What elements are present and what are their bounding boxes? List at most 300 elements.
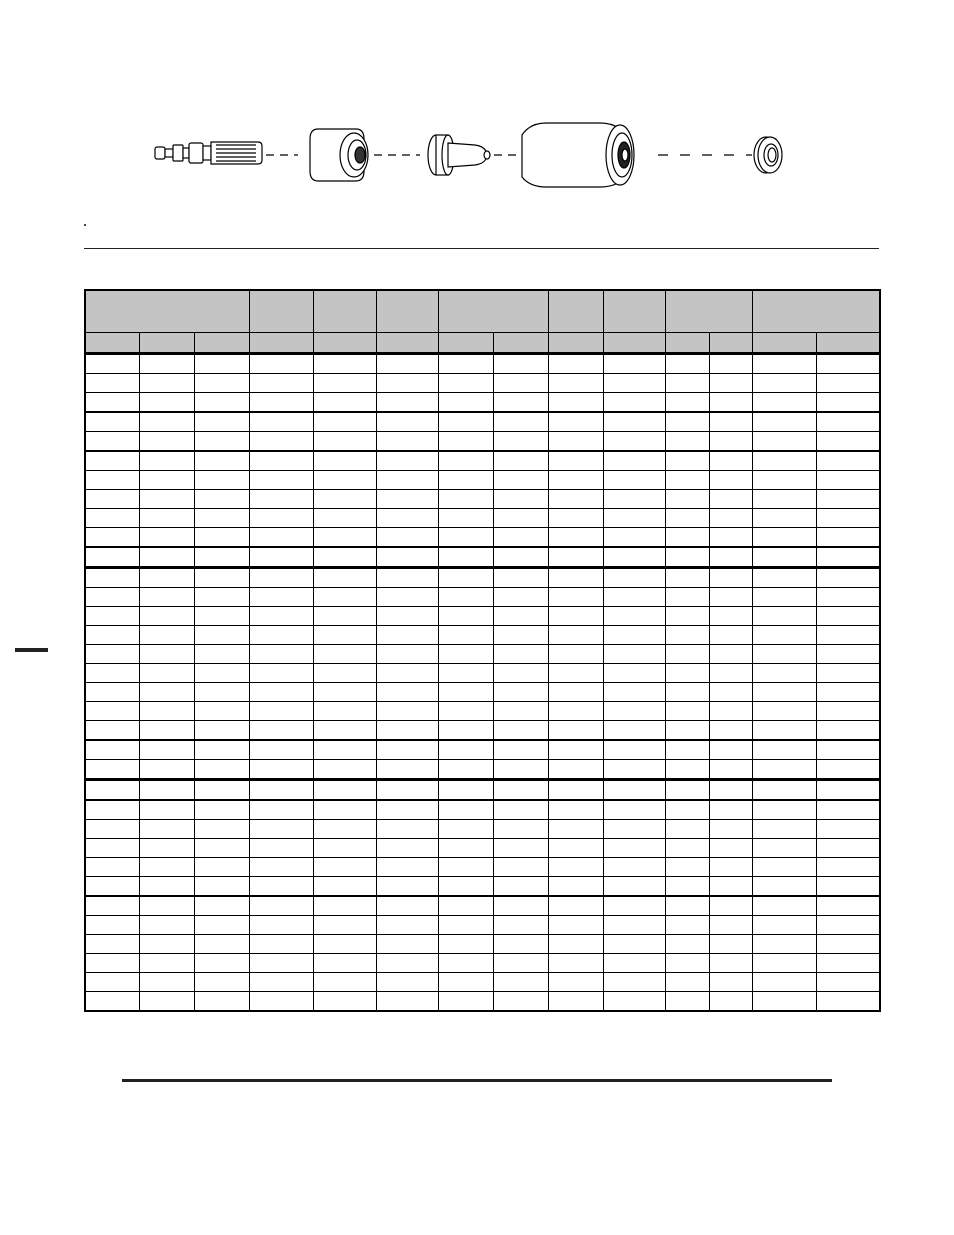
table-cell xyxy=(816,568,880,588)
table-cell xyxy=(376,916,438,935)
table-cell xyxy=(709,935,752,954)
table-cell xyxy=(85,412,139,432)
table-cell xyxy=(493,916,548,935)
sub-header xyxy=(816,333,880,354)
table-cell xyxy=(313,451,376,471)
table-cell xyxy=(548,568,603,588)
table-cell xyxy=(665,664,709,683)
table-cell xyxy=(194,471,249,490)
table-cell xyxy=(249,935,313,954)
table-cell xyxy=(493,432,548,452)
table-cell xyxy=(313,973,376,992)
table-cell xyxy=(313,607,376,626)
table-cell xyxy=(313,760,376,780)
table-cell xyxy=(249,451,313,471)
retaining-cap-icon xyxy=(522,123,634,187)
table-cell xyxy=(752,839,816,858)
table-cell xyxy=(249,588,313,607)
table-cell xyxy=(752,721,816,741)
table-cell xyxy=(139,702,194,721)
table-cell xyxy=(376,393,438,413)
table-cell xyxy=(665,721,709,741)
table-cell xyxy=(249,645,313,664)
table-cell xyxy=(603,683,665,702)
table-cell xyxy=(603,393,665,413)
table-cell xyxy=(139,721,194,741)
table-cell xyxy=(752,858,816,877)
table-cell xyxy=(548,354,603,374)
table-cell xyxy=(665,354,709,374)
table-cell xyxy=(493,721,548,741)
table-cell xyxy=(85,877,139,897)
table-cell xyxy=(313,528,376,548)
table-cell xyxy=(438,354,493,374)
table-cell xyxy=(548,547,603,568)
table-row xyxy=(85,683,880,702)
table-cell xyxy=(313,896,376,916)
table-cell xyxy=(709,916,752,935)
table-cell xyxy=(194,626,249,645)
table-row xyxy=(85,645,880,664)
table-cell xyxy=(709,471,752,490)
table-cell xyxy=(752,509,816,528)
table-cell xyxy=(376,721,438,741)
table-cell xyxy=(816,588,880,607)
table-cell xyxy=(493,858,548,877)
sub-header xyxy=(548,333,603,354)
table-cell xyxy=(376,509,438,528)
sub-header xyxy=(665,333,709,354)
sub-header xyxy=(376,333,438,354)
table-cell xyxy=(438,393,493,413)
table-cell xyxy=(85,683,139,702)
table-cell xyxy=(313,471,376,490)
table-row xyxy=(85,490,880,509)
table-cell xyxy=(665,588,709,607)
table-cell xyxy=(816,954,880,973)
table-cell xyxy=(493,800,548,820)
table-cell xyxy=(709,839,752,858)
table-row xyxy=(85,393,880,413)
table-cell xyxy=(313,509,376,528)
table-cell xyxy=(665,607,709,626)
table-cell xyxy=(249,954,313,973)
table-cell xyxy=(139,509,194,528)
table-cell xyxy=(709,721,752,741)
table-cell xyxy=(194,740,249,760)
table-cell xyxy=(816,509,880,528)
table-cell xyxy=(376,935,438,954)
table-cell xyxy=(816,896,880,916)
table-cell xyxy=(493,839,548,858)
table-cell xyxy=(603,877,665,897)
table-cell xyxy=(85,645,139,664)
table-cell xyxy=(376,780,438,801)
table-cell xyxy=(752,683,816,702)
table-cell xyxy=(752,896,816,916)
table-cell xyxy=(493,588,548,607)
table-cell xyxy=(85,607,139,626)
table-cell xyxy=(194,877,249,897)
table-cell xyxy=(249,354,313,374)
table-cell xyxy=(493,451,548,471)
sub-header xyxy=(194,333,249,354)
table-cell xyxy=(85,471,139,490)
group-header xyxy=(752,290,880,333)
table-cell xyxy=(603,935,665,954)
table-cell xyxy=(194,858,249,877)
table-row xyxy=(85,992,880,1012)
table-cell xyxy=(665,935,709,954)
table-cell xyxy=(752,916,816,935)
table-cell xyxy=(139,760,194,780)
table-cell xyxy=(493,935,548,954)
table-cell xyxy=(438,607,493,626)
table-cell xyxy=(709,760,752,780)
table-cell xyxy=(603,568,665,588)
table-cell xyxy=(194,412,249,432)
table-cell xyxy=(139,393,194,413)
table-cell xyxy=(249,760,313,780)
table-cell xyxy=(249,800,313,820)
table-cell xyxy=(376,588,438,607)
table-cell xyxy=(313,820,376,839)
table-cell xyxy=(85,568,139,588)
table-cell xyxy=(665,780,709,801)
group-header xyxy=(603,290,665,333)
table-cell xyxy=(603,839,665,858)
table-cell xyxy=(249,877,313,897)
table-cell xyxy=(665,393,709,413)
table-cell xyxy=(816,800,880,820)
table-cell xyxy=(603,432,665,452)
table-cell xyxy=(665,509,709,528)
table-cell xyxy=(709,626,752,645)
table-cell xyxy=(313,568,376,588)
table-cell xyxy=(493,954,548,973)
table-cell xyxy=(603,800,665,820)
table-cell xyxy=(438,780,493,801)
table-cell xyxy=(709,588,752,607)
table-cell xyxy=(548,839,603,858)
table-cell xyxy=(816,721,880,741)
table-cell xyxy=(603,721,665,741)
table-cell xyxy=(548,780,603,801)
table-cell xyxy=(665,916,709,935)
table-cell xyxy=(376,607,438,626)
sub-header xyxy=(313,333,376,354)
table-cell xyxy=(548,935,603,954)
table-cell xyxy=(709,800,752,820)
table-cell xyxy=(194,432,249,452)
table-row xyxy=(85,760,880,780)
table-cell xyxy=(752,973,816,992)
sub-header xyxy=(603,333,665,354)
table-cell xyxy=(194,664,249,683)
table-cell xyxy=(313,547,376,568)
table-cell xyxy=(438,451,493,471)
table-cell xyxy=(548,664,603,683)
table-cell xyxy=(548,607,603,626)
table-cell xyxy=(313,721,376,741)
table-cell xyxy=(438,760,493,780)
table-cell xyxy=(816,740,880,760)
table-cell xyxy=(194,509,249,528)
table-cell xyxy=(816,760,880,780)
table-cell xyxy=(249,702,313,721)
table-cell xyxy=(376,471,438,490)
table-cell xyxy=(438,547,493,568)
table-cell xyxy=(438,858,493,877)
table-cell xyxy=(603,780,665,801)
table-cell xyxy=(249,547,313,568)
table-cell xyxy=(438,683,493,702)
table-cell xyxy=(376,645,438,664)
table-cell xyxy=(493,471,548,490)
table-cell xyxy=(139,528,194,548)
table-cell xyxy=(493,896,548,916)
table-cell xyxy=(194,393,249,413)
group-header xyxy=(438,290,548,333)
table-cell xyxy=(665,412,709,432)
group-header xyxy=(665,290,752,333)
table-cell xyxy=(709,683,752,702)
table-cell xyxy=(665,626,709,645)
table-cell xyxy=(313,916,376,935)
table-cell xyxy=(548,992,603,1012)
table-cell xyxy=(665,820,709,839)
table-cell xyxy=(313,839,376,858)
table-cell xyxy=(139,839,194,858)
table-cell xyxy=(752,588,816,607)
table-cell xyxy=(665,568,709,588)
table-cell xyxy=(709,702,752,721)
table-cell xyxy=(493,973,548,992)
table-cell xyxy=(249,432,313,452)
table-cell xyxy=(493,820,548,839)
table-cell xyxy=(603,916,665,935)
table-row xyxy=(85,412,880,432)
table-cell xyxy=(313,393,376,413)
table-cell xyxy=(194,645,249,664)
table-row xyxy=(85,626,880,645)
table-cell xyxy=(438,509,493,528)
electrode-icon xyxy=(155,142,262,164)
table-cell xyxy=(709,451,752,471)
table-cell xyxy=(816,412,880,432)
table-row xyxy=(85,702,880,721)
table-row xyxy=(85,935,880,954)
table-row xyxy=(85,471,880,490)
table-cell xyxy=(194,721,249,741)
table-cell xyxy=(85,916,139,935)
table-cell xyxy=(85,721,139,741)
table-cell xyxy=(665,490,709,509)
table-row xyxy=(85,374,880,393)
table-cell xyxy=(603,858,665,877)
table-cell xyxy=(85,664,139,683)
table-cell xyxy=(603,490,665,509)
table-row xyxy=(85,509,880,528)
table-cell xyxy=(665,877,709,897)
table-cell xyxy=(194,528,249,548)
table-cell xyxy=(816,451,880,471)
table-cell xyxy=(139,800,194,820)
table-cell xyxy=(85,547,139,568)
table-cell xyxy=(709,509,752,528)
table-cell xyxy=(665,528,709,548)
table-cell xyxy=(709,490,752,509)
table-cell xyxy=(194,760,249,780)
table-cell xyxy=(548,740,603,760)
table-cell xyxy=(438,916,493,935)
table-cell xyxy=(376,432,438,452)
table-cell xyxy=(139,471,194,490)
table-cell xyxy=(548,588,603,607)
table-cell xyxy=(85,992,139,1012)
table-cell xyxy=(376,451,438,471)
table-cell xyxy=(139,664,194,683)
table-row xyxy=(85,839,880,858)
table-cell xyxy=(548,820,603,839)
table-cell xyxy=(548,509,603,528)
table-cell xyxy=(313,954,376,973)
group-header xyxy=(548,290,603,333)
table-cell xyxy=(709,374,752,393)
table-cell xyxy=(376,547,438,568)
table-cell xyxy=(752,547,816,568)
table-cell xyxy=(665,683,709,702)
table-cell xyxy=(603,528,665,548)
table-cell xyxy=(709,568,752,588)
table-cell xyxy=(665,839,709,858)
table-cell xyxy=(603,954,665,973)
section-tab-marker xyxy=(15,648,48,652)
sub-header xyxy=(85,333,139,354)
table-cell xyxy=(249,471,313,490)
table-cell xyxy=(313,664,376,683)
table-cell xyxy=(249,393,313,413)
table-cell xyxy=(752,877,816,897)
table-cell xyxy=(603,374,665,393)
table-cell xyxy=(752,820,816,839)
table-cell xyxy=(665,547,709,568)
table-cell xyxy=(313,588,376,607)
table-cell xyxy=(603,509,665,528)
table-cell xyxy=(548,645,603,664)
table-cell xyxy=(376,973,438,992)
table-cell xyxy=(665,702,709,721)
table-row xyxy=(85,916,880,935)
table-cell xyxy=(493,412,548,432)
table-cell xyxy=(493,509,548,528)
table-cell xyxy=(493,645,548,664)
table-cell xyxy=(194,374,249,393)
sub-header xyxy=(709,333,752,354)
table-row xyxy=(85,528,880,548)
table-body xyxy=(85,354,880,1012)
table-cell xyxy=(816,490,880,509)
shield-icon xyxy=(754,137,782,173)
table-cell xyxy=(139,354,194,374)
table-cell xyxy=(85,354,139,374)
table-cell xyxy=(709,992,752,1012)
table-cell xyxy=(752,626,816,645)
table-cell xyxy=(85,626,139,645)
cut-chart-table xyxy=(84,289,881,1012)
table-cell xyxy=(376,954,438,973)
table-cell xyxy=(313,412,376,432)
table-cell xyxy=(438,954,493,973)
table-cell xyxy=(548,626,603,645)
table-cell xyxy=(493,528,548,548)
table-cell xyxy=(139,490,194,509)
table-cell xyxy=(85,780,139,801)
table-cell xyxy=(665,973,709,992)
table-cell xyxy=(665,432,709,452)
table-cell xyxy=(313,645,376,664)
table-cell xyxy=(376,568,438,588)
table-cell xyxy=(816,432,880,452)
table-cell xyxy=(816,393,880,413)
table-cell xyxy=(709,858,752,877)
table-cell xyxy=(249,858,313,877)
table-cell xyxy=(85,740,139,760)
table-cell xyxy=(665,471,709,490)
table-cell xyxy=(249,607,313,626)
table-cell xyxy=(194,800,249,820)
table-cell xyxy=(816,935,880,954)
table-cell xyxy=(752,528,816,548)
table-cell xyxy=(438,935,493,954)
table-row xyxy=(85,800,880,820)
sub-header xyxy=(139,333,194,354)
table-cell xyxy=(752,393,816,413)
table-cell xyxy=(752,412,816,432)
table-cell xyxy=(139,896,194,916)
table-cell xyxy=(548,412,603,432)
table-cell xyxy=(438,973,493,992)
table-cell xyxy=(752,471,816,490)
table-cell xyxy=(194,839,249,858)
table-cell xyxy=(249,509,313,528)
table-cell xyxy=(752,664,816,683)
table-cell xyxy=(816,916,880,935)
table-cell xyxy=(194,683,249,702)
table-cell xyxy=(493,992,548,1012)
table-cell xyxy=(376,626,438,645)
table-cell xyxy=(548,721,603,741)
table-cell xyxy=(376,877,438,897)
group-header xyxy=(313,290,376,333)
table-cell xyxy=(752,780,816,801)
table-cell xyxy=(603,547,665,568)
table-row xyxy=(85,954,880,973)
sub-header xyxy=(752,333,816,354)
table-cell xyxy=(493,702,548,721)
table-cell xyxy=(438,740,493,760)
table-cell xyxy=(313,800,376,820)
table-cell xyxy=(376,760,438,780)
table-cell xyxy=(139,877,194,897)
table-cell xyxy=(665,374,709,393)
table-cell xyxy=(438,490,493,509)
table-cell xyxy=(603,820,665,839)
table-row xyxy=(85,664,880,683)
table-cell xyxy=(85,760,139,780)
table-cell xyxy=(376,896,438,916)
table-cell xyxy=(249,568,313,588)
